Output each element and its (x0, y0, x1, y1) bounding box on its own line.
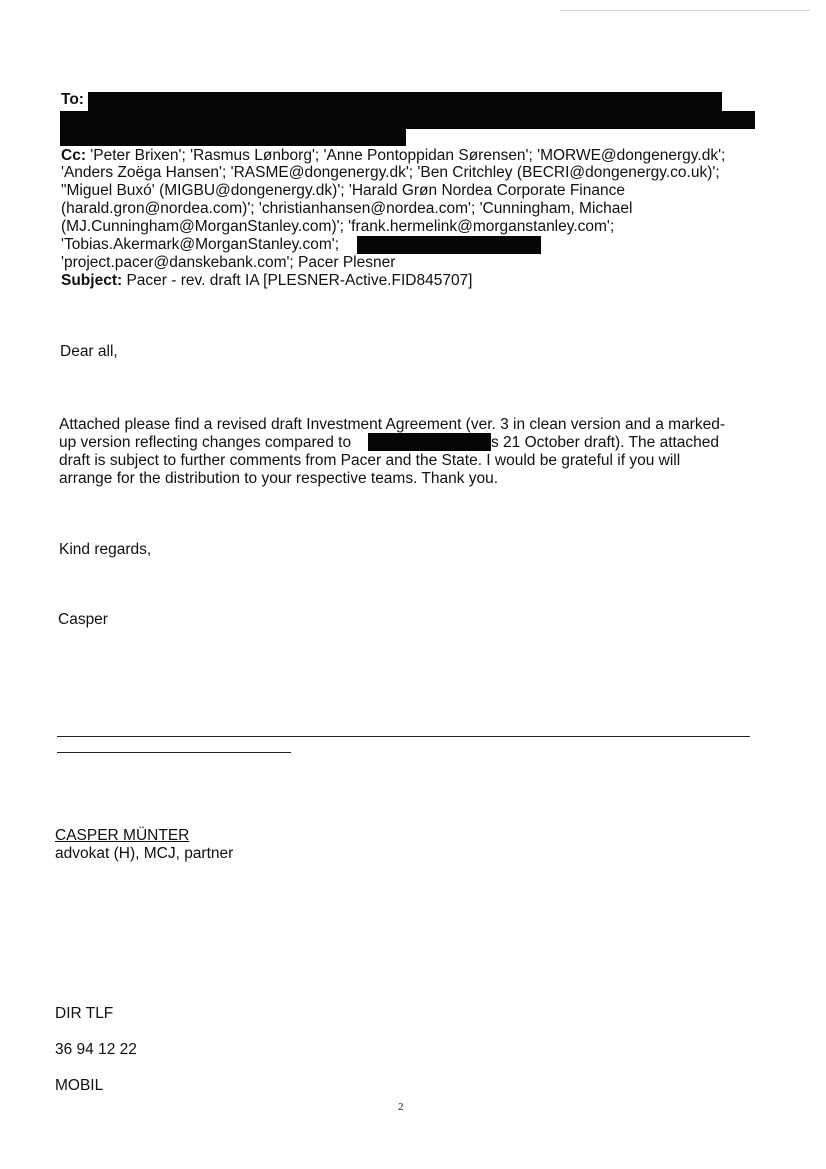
redaction-to-line3 (60, 129, 406, 146)
redaction-cc-line6 (357, 236, 541, 254)
sender-first-name: Casper (58, 611, 108, 628)
redaction-to-line1 (88, 92, 722, 111)
page-number: 2 (398, 1101, 404, 1113)
subject-line: Subject: Pacer - rev. draft IA [PLESNER-Active.FID845707] (61, 272, 473, 289)
greeting: Dear all, (60, 343, 118, 360)
mobile-label: MOBIL (55, 1077, 104, 1094)
body-line-2-a: up version reflecting changes compared to (59, 434, 352, 451)
signature-name: CASPER MÜNTER (55, 827, 190, 844)
body-line-3: draft is subject to further comments from Pacer and the State. I would be grateful if you will (59, 452, 681, 469)
body-line-1: Attached please find a revised draft Investment Agreement (ver. 3 in clean version and a marked- (59, 416, 726, 433)
cc-line-6: 'Tobias.Akermark@MorganStanley.com'; (61, 236, 340, 253)
cc-line-7: 'project.pacer@danskebank.com'; Pacer Plesner (61, 254, 396, 271)
redaction-body (368, 433, 491, 451)
closing: Kind regards, (59, 541, 152, 558)
cc-line-5: (MJ.Cunningham@MorganStanley.com)'; 'frank.hermelink@morganstanley.com'; (61, 218, 615, 235)
subject-value: Pacer - rev. draft IA [PLESNER-Active.FID845707] (126, 272, 473, 289)
signature-title: advokat (H), MCJ, partner (55, 845, 234, 862)
to-label: To: (61, 91, 84, 108)
separator-line-long (57, 736, 750, 737)
body-line-2-b: s 21 October draft). The attached (491, 434, 720, 451)
body-line-4: arrange for the distribution to your respective teams. Thank you. (59, 470, 499, 487)
cc-line-3: "Miguel Buxó' (MIGBU@dongenergy.dk)'; 'Harald Grøn Nordea Corporate Finance (61, 182, 625, 199)
dir-phone-number: 36 94 12 22 (55, 1041, 137, 1058)
redaction-to-line2 (60, 111, 755, 129)
scan-artifact-line (560, 10, 810, 11)
cc-line-4: (harald.gron@nordea.com)'; 'christianhansen@nordea.com'; 'Cunningham, Michael (61, 200, 633, 217)
cc-line-1: Cc: 'Peter Brixen'; 'Rasmus Lønborg'; 'Anne Pontoppidan Sørensen'; 'MORWE@dongenergy.dk'; (61, 147, 726, 164)
cc-line-2: 'Anders Zoëga Hansen'; 'RASME@dongenergy.dk'; 'Ben Critchley (BECRI@dongenergy.co.uk)'; (61, 164, 720, 181)
cc-recipients-1: 'Peter Brixen'; 'Rasmus Lønborg'; 'Anne Pontoppidan Sørensen'; 'MORWE@dongenergy.dk'; (90, 147, 726, 164)
separator-line-short (57, 752, 291, 753)
dir-phone-label: DIR TLF (55, 1005, 114, 1022)
